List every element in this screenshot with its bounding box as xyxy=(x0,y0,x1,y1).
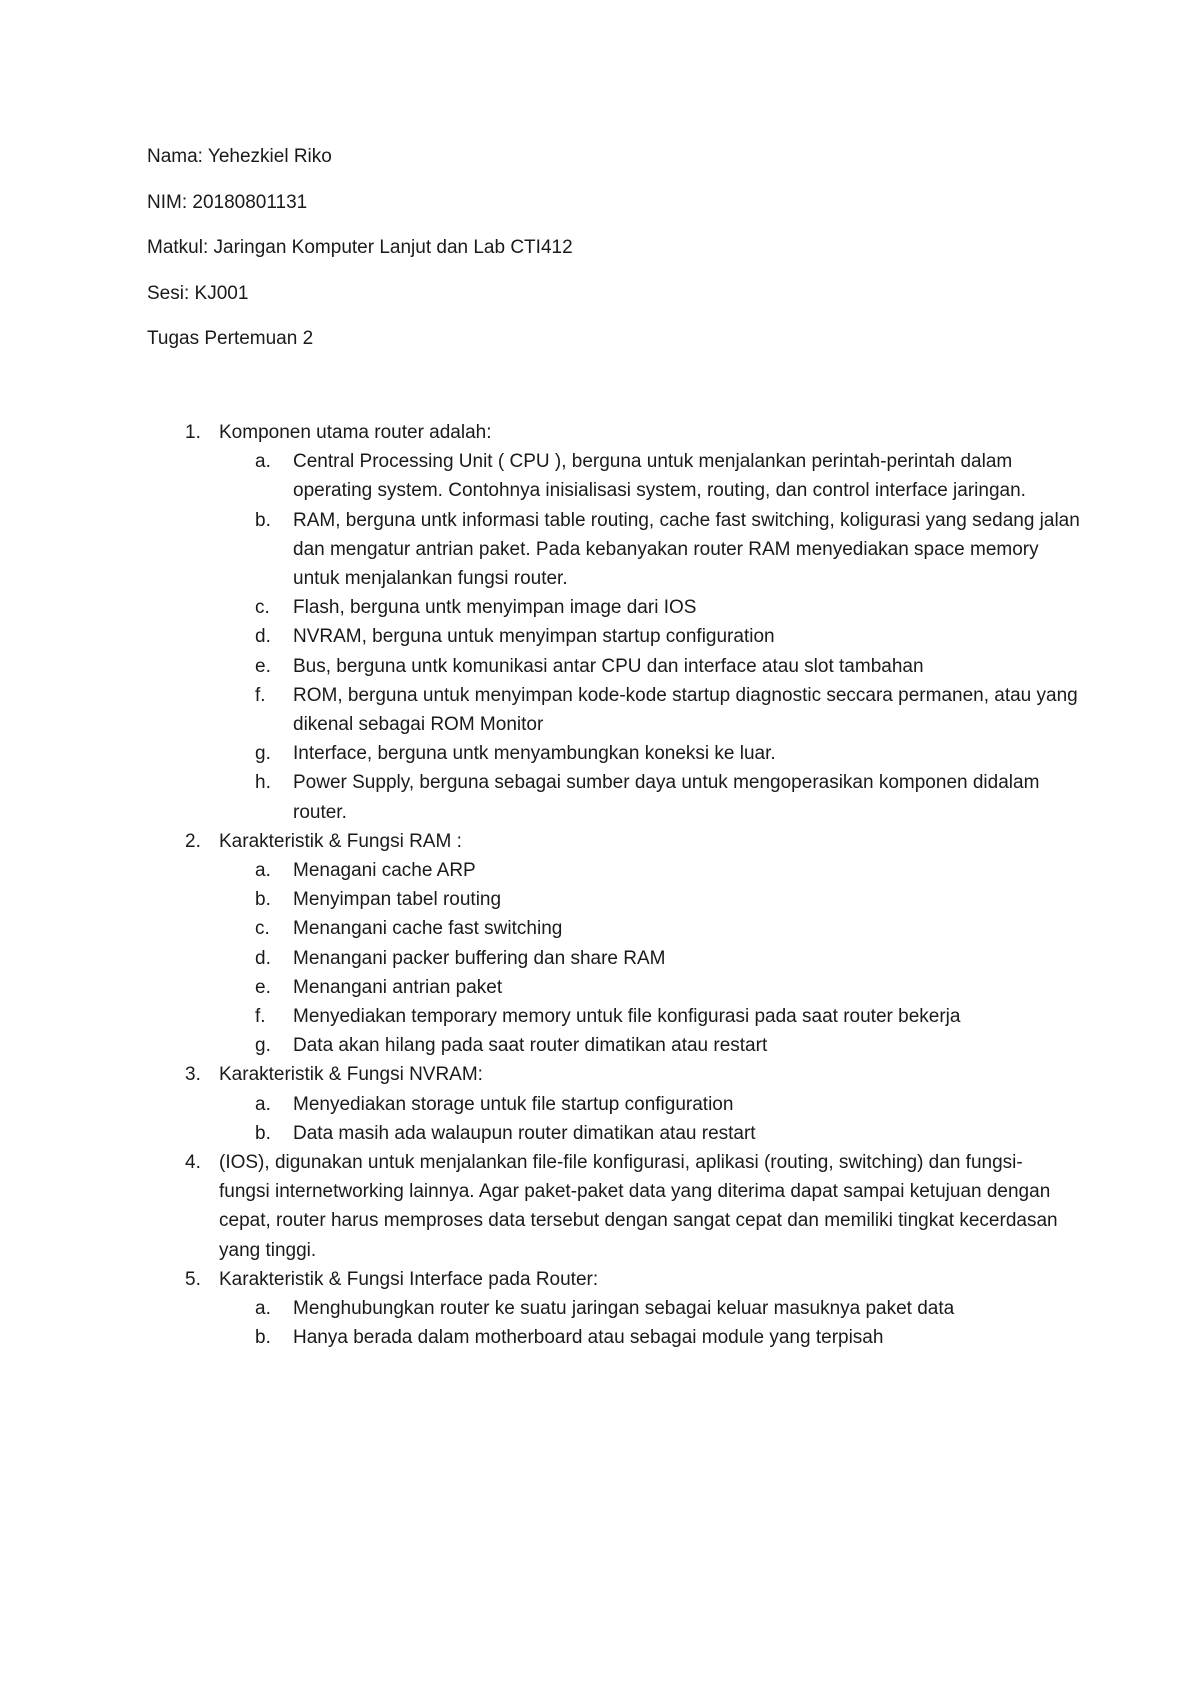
sub-list-item xyxy=(147,1002,1067,1031)
sub-list-item-text: Hanya berada dalam motherboard atau sebagai module yang terpisah xyxy=(293,1327,884,1349)
sub-list-item-letter: f. xyxy=(255,684,266,706)
sub-list-item-text: Power Supply, berguna sebagai sumber daya untuk mengoperasikan komponen didalam router. xyxy=(293,772,1040,823)
sub-list-item xyxy=(147,1031,1067,1060)
sub-list-item-letter: b. xyxy=(255,889,271,911)
session-code: Sesi: KJ001 xyxy=(147,282,249,304)
sub-list-item xyxy=(147,1090,1067,1119)
sub-list-item-text: Flash, berguna untk menyimpan image dari IOS xyxy=(293,597,697,619)
document-header xyxy=(147,144,1047,372)
sub-list-item xyxy=(147,885,1067,914)
sub-list-item xyxy=(147,652,1067,681)
sub-list-item-text: Bus, berguna untk komunikasi antar CPU dan interface atau slot tambahan xyxy=(293,655,924,677)
sub-list-item xyxy=(147,1119,1067,1148)
course-name: Matkul: Jaringan Komputer Lanjut dan Lab CTI412 xyxy=(147,237,573,258)
list-item-text: Komponen utama router adalah: xyxy=(219,422,492,443)
sub-list-item xyxy=(147,1294,1067,1323)
list-item xyxy=(147,418,1067,447)
sub-list-item xyxy=(147,1323,1067,1352)
sub-list-item-letter: c. xyxy=(255,918,270,940)
list-item-number: 5. xyxy=(185,1268,201,1290)
list-item-number: 4. xyxy=(185,1152,201,1174)
sub-list-item xyxy=(147,856,1067,885)
sub-list-item-letter: e. xyxy=(255,655,271,677)
sub-list-item xyxy=(147,973,1067,1002)
sub-list-item-text: RAM, berguna untk informasi table routing, cache fast switching, koligurasi yang sedang jalan dan mengatur antrian paket. Pada kebanyakan router RAM menyediakan space memory untuk menjalankan fungsi router. xyxy=(293,509,1080,590)
list-item-number: 3. xyxy=(185,1064,201,1086)
list-item xyxy=(147,1060,1067,1089)
sub-list-item-letter: g. xyxy=(255,1035,271,1057)
numbered-list xyxy=(147,418,1080,1353)
sub-list-item xyxy=(147,739,1067,768)
sub-list-item xyxy=(147,681,1078,739)
sub-list-item-text: Menangani antrian paket xyxy=(293,976,503,998)
list-item-text: (IOS), digunakan untuk menjalankan file-file konfigurasi, aplikasi (routing, switching) dan fungsi-fungsi internetworking lainnya. Agar paket-paket data yang diterima dapat sampai ketujuan dengan cepat, router harus memproses data tersebut dengan sangat cepat dan memiliki tingkat kecerdasan yang tinggi. xyxy=(219,1152,1058,1261)
sub-list-item-text: Menyimpan tabel routing xyxy=(293,889,502,911)
sub-list-item-letter: a. xyxy=(255,1093,271,1115)
sub-list-item-text: Central Processing Unit ( CPU ), berguna untuk menjalankan perintah-perintah dalam operating system. Contohnya inisialisasi system, routing, dan control interface jaringan. xyxy=(293,451,1026,502)
sub-list-item-text: Menghubungkan router ke suatu jaringan sebagai keluar masuknya paket data xyxy=(293,1298,955,1320)
assignment-title: Tugas Pertemuan 2 xyxy=(147,328,314,349)
sub-list-item-letter: b. xyxy=(255,1122,271,1144)
list-item-number: 2. xyxy=(185,830,201,852)
sub-list-item xyxy=(147,447,1067,505)
sub-list-item-text: Menyediakan storage untuk file startup configuration xyxy=(293,1093,734,1115)
sub-list-item-text: NVRAM, berguna untuk menyimpan startup configuration xyxy=(293,626,775,648)
sub-list-item-letter: a. xyxy=(255,451,271,473)
sub-list-item xyxy=(147,944,1067,973)
student-name: Nama: Yehezkiel Riko xyxy=(147,146,332,167)
sub-list-item xyxy=(147,914,1067,943)
sub-list-item-letter: d. xyxy=(255,947,271,969)
sub-list-item xyxy=(147,506,1080,594)
sub-list-item xyxy=(147,622,1067,651)
list-item xyxy=(147,1265,1067,1294)
list-item xyxy=(147,827,1067,856)
sub-list-item-letter: a. xyxy=(255,860,271,882)
sub-list-item-letter: a. xyxy=(255,1298,271,1320)
sub-list-item-text: Menagani cache ARP xyxy=(293,860,476,882)
sub-list-item xyxy=(147,593,1067,622)
sub-list-item-text: Menyediakan temporary memory untuk file konfigurasi pada saat router bekerja xyxy=(293,1006,961,1028)
sub-list-item-text: Interface, berguna untk menyambungkan koneksi ke luar. xyxy=(293,743,776,765)
sub-list-item-text: Data masih ada walaupun router dimatikan atau restart xyxy=(293,1122,756,1144)
sub-list-item-letter: g. xyxy=(255,743,271,765)
sub-list-item-letter: b. xyxy=(255,1327,271,1349)
list-item-number: 1. xyxy=(185,422,201,443)
list-item xyxy=(147,1148,1067,1265)
sub-list-item-letter: c. xyxy=(255,597,270,619)
list-item-text: Karakteristik & Fungsi Interface pada Router: xyxy=(219,1268,599,1290)
sub-list-item-letter: b. xyxy=(255,509,271,531)
sub-list-item-text: Menangani cache fast switching xyxy=(293,918,563,940)
sub-list-item-letter: e. xyxy=(255,976,271,998)
list-item-text: Karakteristik & Fungsi RAM : xyxy=(219,830,462,852)
list-item-text: Karakteristik & Fungsi NVRAM: xyxy=(219,1064,483,1086)
sub-list-item-text: Menangani packer buffering dan share RAM xyxy=(293,947,666,969)
sub-list-item-text: Data akan hilang pada saat router dimatikan atau restart xyxy=(293,1035,768,1057)
student-nim: NIM: 20180801131 xyxy=(147,191,308,213)
sub-list-item-letter: d. xyxy=(255,626,271,648)
sub-list-item-letter: f. xyxy=(255,1006,266,1028)
sub-list-item-text: ROM, berguna untuk menyimpan kode-kode startup diagnostic seccara permanen, atau yang dikenal sebagai ROM Monitor xyxy=(293,684,1078,736)
sub-list-item-letter: h. xyxy=(255,772,271,794)
sub-list-item xyxy=(147,768,1067,826)
